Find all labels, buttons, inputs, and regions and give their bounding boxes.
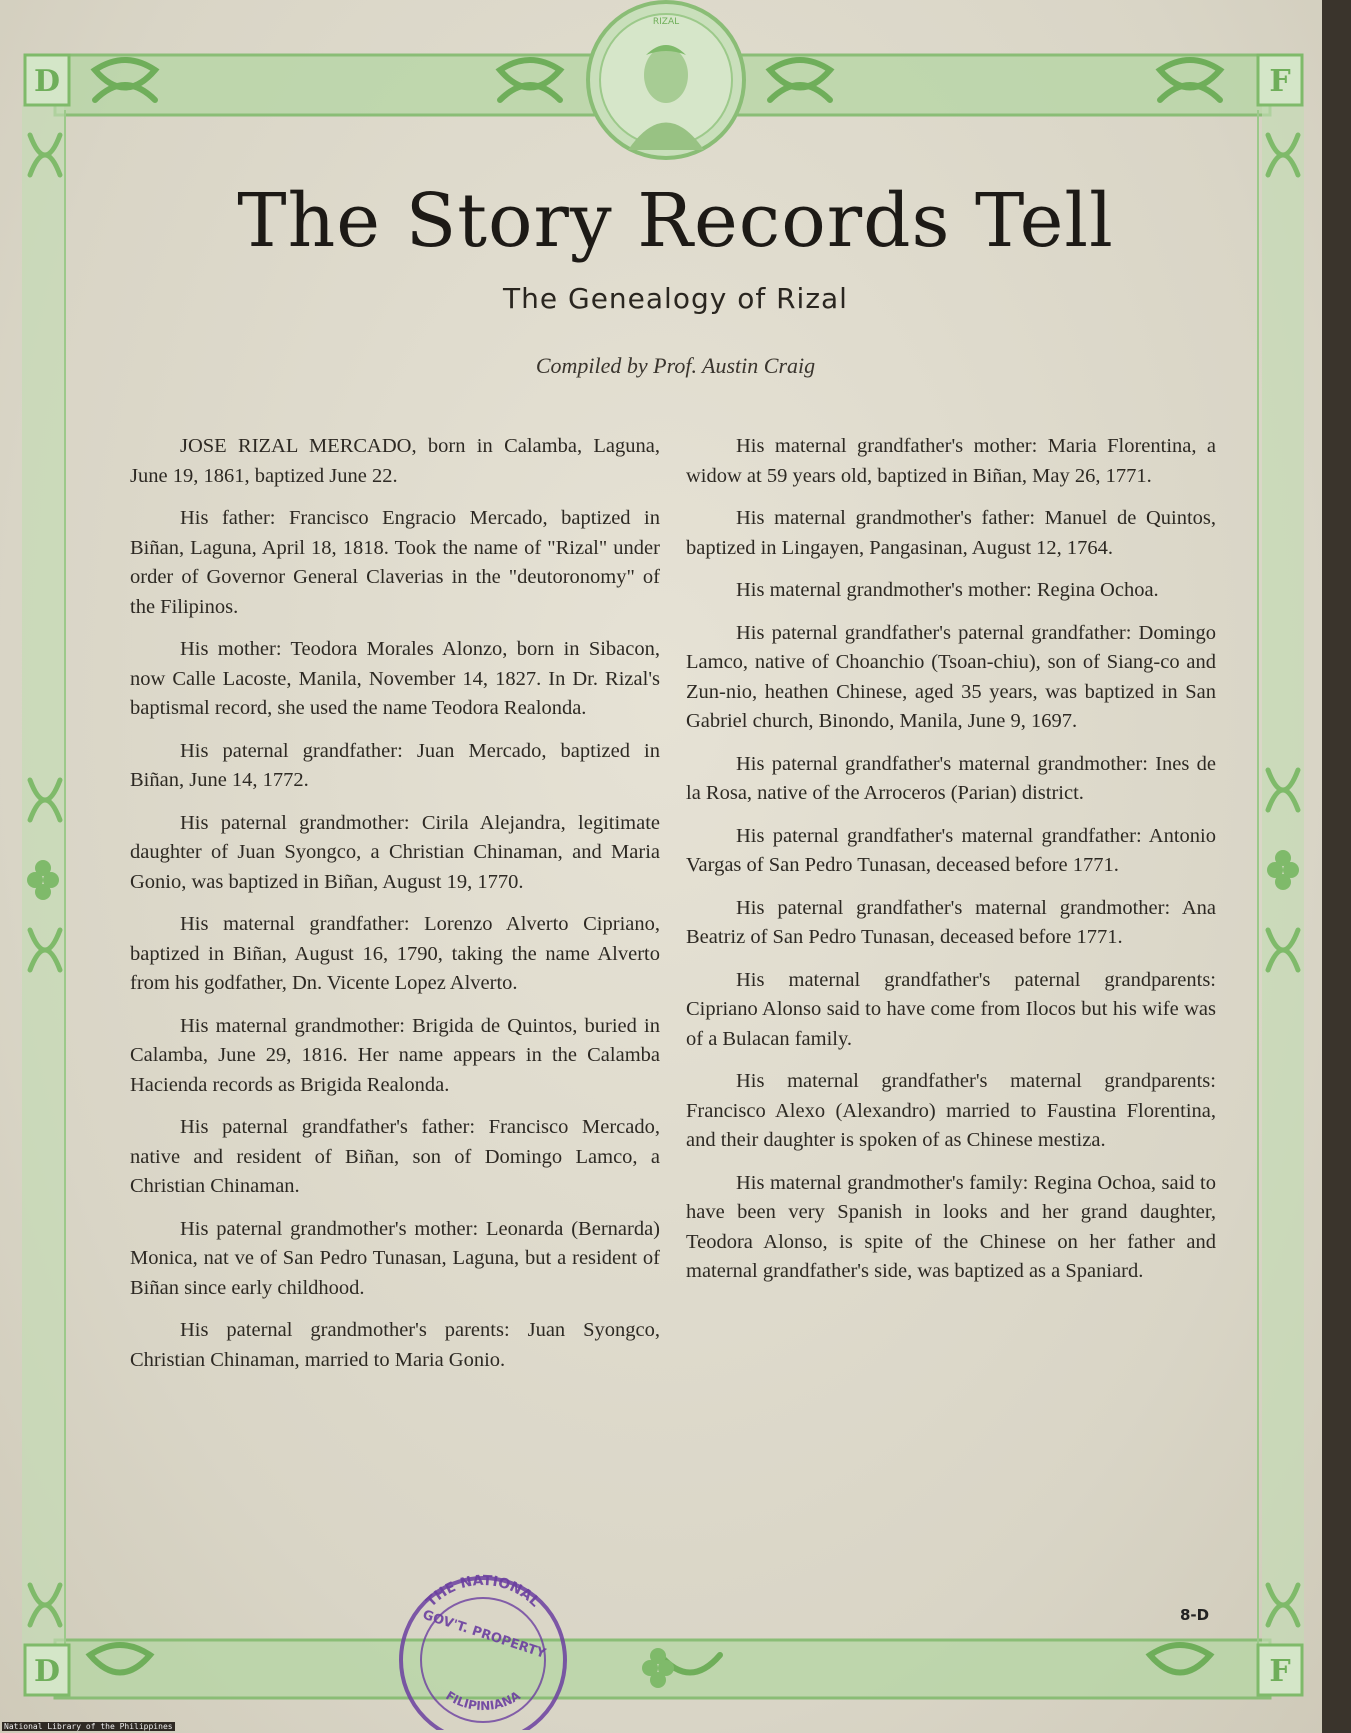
paragraph: His paternal grandfather: Juan Mercado, baptized in Biñan, June 14, 1772. bbox=[130, 739, 660, 791]
paragraph: His paternal grandmother's parents: Juan Syongco, Christian Chinaman, married to Maria Gonio. bbox=[130, 1319, 660, 1371]
monogram-top-left bbox=[25, 55, 69, 105]
paragraph: His maternal grandfather's mother: Maria Florentina, a widow at 59 years old, baptized in Biñan, May 26, 1771. bbox=[686, 435, 1216, 487]
paragraph: His maternal grandmother's family: Regina Ochoa, said to have been very Spanish in looks and her grand daughter, Teodora Alonso, is spite of the Chinese on her father and maternal grandfather's side, was baptized as a Spaniard. bbox=[686, 1171, 1216, 1282]
monogram-top-right bbox=[1258, 55, 1302, 105]
stamp-line-middle: GOV'T. PROPERTY bbox=[420, 1607, 548, 1662]
monogram-top-right-letter: F bbox=[1269, 64, 1291, 99]
monogram-top-left-letter: D bbox=[33, 64, 61, 99]
paragraph: His maternal grandmother: Brigida de Quintos, buried in Calamba, June 29, 1816. Her name appears in the Calamba Hacienda records as Brigida Realonda. bbox=[130, 1014, 660, 1096]
right-column bbox=[686, 432, 1216, 1300]
page-number: 8-D bbox=[1180, 1606, 1210, 1624]
monogram-bottom-left-letter: D bbox=[33, 1654, 61, 1689]
paragraph: His maternal grandfather: Lorenzo Alverto Cipriano, baptized in Biñan, August 16, 1790, taking the name Alverto from his godfather, Dn. Vicente Lopez Alverto. bbox=[130, 913, 660, 994]
paragraph: His maternal grandmother's father: Manuel de Quintos, baptized in Lingayen, Pangasinan, August 12, 1764. bbox=[686, 507, 1216, 559]
paragraph: His maternal grandfather's maternal grandparents: Francisco Alexo (Alexandro) married to Faustina Florentina, and their daughter is spoken of as Chinese mestiza. bbox=[686, 1070, 1216, 1151]
svg-text:THE NATIONAL bbox=[423, 1573, 543, 1611]
stamp-line-top: THE NATIONAL bbox=[423, 1572, 543, 1611]
paragraph: His father: Francisco Engracio Mercado, baptized in Biñan, Laguna, April 18, 1818. Took the name of "Rizal" under order of Governor General Claverias in the "deutoronomy" of the Filipinos. bbox=[130, 507, 660, 618]
monogram-bottom-right-letter: F bbox=[1269, 1654, 1291, 1689]
paragraph: His paternal grandmother: Cirila Alejandra, legitimate daughter of Juan Syongco, a Christian Chinaman, and Maria Gonio, was baptized in Biñan, August 19, 1770. bbox=[130, 811, 660, 893]
paragraph: JOSE RIZAL MERCADO, born in Calamba, Laguna, June 19, 1861, baptized June 22. bbox=[130, 435, 660, 487]
scan-edge bbox=[1322, 0, 1351, 1733]
monogram-bottom-right bbox=[1258, 1645, 1302, 1695]
paragraph: His paternal grandfather's maternal grandmother: Ana Beatriz of San Pedro Tunasan, deceased before 1771. bbox=[686, 896, 1216, 948]
paragraph: His mother: Teodora Morales Alonzo, born in Sibacon, now Calle Lacoste, Manila, November 14, 1827. In Dr. Rizal's baptismal record, she used the name Teodora Realonda. bbox=[130, 638, 660, 719]
svg-text:FILIPINIANA bbox=[443, 1688, 523, 1713]
left-column bbox=[130, 432, 660, 1388]
paragraph: His paternal grandfather's maternal grandmother: Ines de la Rosa, native of the Arroceros (Parian) district. bbox=[686, 752, 1216, 804]
medallion-lettering: RIZAL bbox=[652, 17, 680, 27]
page-title: The Story Records Tell bbox=[237, 178, 1114, 264]
paragraph: His paternal grandfather's maternal grandfather: Antonio Vargas of San Pedro Tunasan, deceased before 1771. bbox=[686, 824, 1216, 876]
paragraph: His paternal grandfather's father: Francisco Mercado, native and resident of Biñan, son of Domingo Lamco, a Christian Chinaman. bbox=[130, 1116, 660, 1197]
stamp-line-bottom: FILIPINIANA bbox=[443, 1688, 523, 1714]
paragraph: His maternal grandfather's paternal grandparents: Cipriano Alonso said to have come from Ilocos but his wife was of a Bulacan family. bbox=[686, 968, 1216, 1050]
rizal-medallion bbox=[588, 2, 744, 158]
page-subtitle: The Genealogy of Rizal bbox=[503, 282, 848, 315]
monogram-bottom-left bbox=[25, 1645, 69, 1695]
byline: Compiled by Prof. Austin Craig bbox=[535, 353, 816, 378]
library-stamp bbox=[383, 1560, 583, 1730]
footer-caption: National Library of the Philippines bbox=[4, 1722, 173, 1731]
paragraph: His paternal grandmother's mother: Leonarda (Bernarda) Monica, nat ve of San Pedro Tunasan, Laguna, but a resident of Biñan since early childhood. bbox=[130, 1217, 660, 1299]
paragraph: His paternal grandfather's paternal grandfather: Domingo Lamco, native of Choanchio (Tsoan-chiu), son of Siang-co and Zun-nio, heathen Chinese, aged 35 years, was baptized in San Gabriel church, Binondo, Manila, June 9, 1697. bbox=[686, 621, 1216, 732]
paragraph: His maternal grandmother's mother: Regina Ochoa. bbox=[736, 579, 1159, 601]
